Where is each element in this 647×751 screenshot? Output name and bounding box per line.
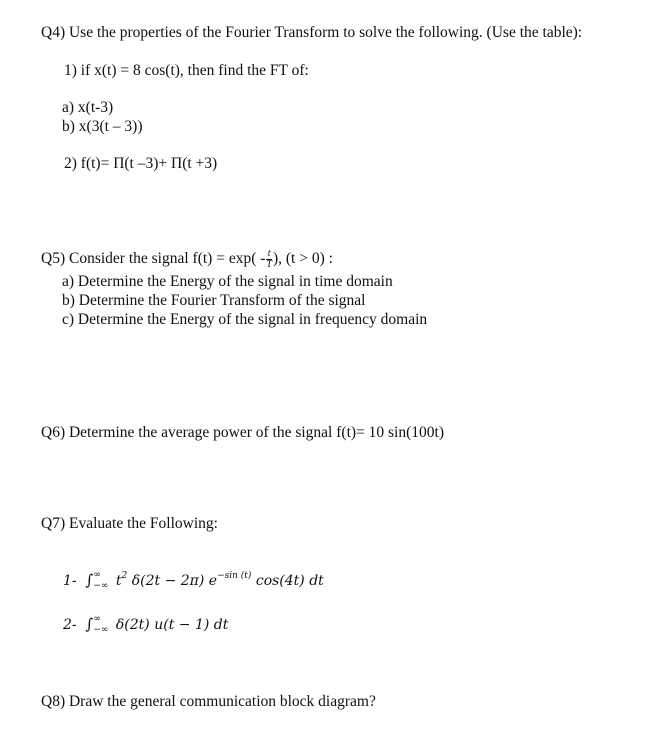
q4-item-a: a) x(t-3) — [62, 99, 114, 116]
q5-frac-num: t — [267, 248, 271, 259]
q7-item2-upper: ∞ — [93, 614, 101, 624]
q7-item1-mid: δ(2t − 2π) e — [127, 573, 218, 589]
q5-item-c: c) Determine the Energy of the signal in frequency domain — [62, 311, 428, 328]
q7-item1-square: 2 — [121, 571, 128, 581]
q7-item2-body: δ(2t) u(t − 1) dt — [115, 617, 229, 633]
q7-item2-number: 2- — [63, 617, 77, 633]
q7-item1-exp: −sin (t) — [217, 571, 252, 581]
q5-title-suffix: ), (t > 0) : — [272, 250, 333, 268]
q5-frac-den: T — [266, 259, 272, 270]
q4-item-b: b) x(3(t – 3)) — [62, 118, 143, 135]
q7-item1-limits — [93, 570, 108, 592]
q4-part2: 2) f(t)= Π(t –3)+ Π(t +3) — [64, 155, 218, 172]
q5-title — [41, 249, 333, 270]
q4-title: Q4) Use the properties of the Fourier Transform to solve the following. (Use the table): — [41, 24, 583, 41]
q7-item1-upper: ∞ — [93, 570, 101, 580]
integral-icon: ∫ — [85, 571, 94, 589]
q6-title: Q6) Determine the average power of the signal f(t)= 10 sin(100t) — [41, 424, 444, 441]
q7-item-1 — [63, 570, 324, 592]
q4-part1: 1) if x(t) = 8 cos(t), then find the FT of: — [64, 62, 309, 79]
integral-icon: ∫ — [85, 615, 94, 633]
q5-item-b: b) Determine the Fourier Transform of the signal — [62, 292, 366, 309]
q7-title: Q7) Evaluate the Following: — [41, 515, 218, 532]
q5-title-prefix: Q5) Consider the signal f(t) = exp( - — [41, 250, 266, 268]
q8-title: Q8) Draw the general communication block diagram? — [41, 693, 376, 710]
q7-item-2 — [63, 614, 228, 636]
q7-item1-number: 1- — [63, 573, 77, 589]
q7-item1-post: cos(4t) dt — [251, 573, 324, 589]
q7-item1-pre: t — [115, 573, 122, 589]
q5-fraction — [266, 249, 272, 270]
q7-item1-lower: −∞ — [93, 581, 109, 591]
q7-item2-lower: −∞ — [93, 625, 109, 635]
q7-item2-limits — [93, 614, 108, 636]
q5-item-a: a) Determine the Energy of the signal in time domain — [62, 273, 393, 290]
